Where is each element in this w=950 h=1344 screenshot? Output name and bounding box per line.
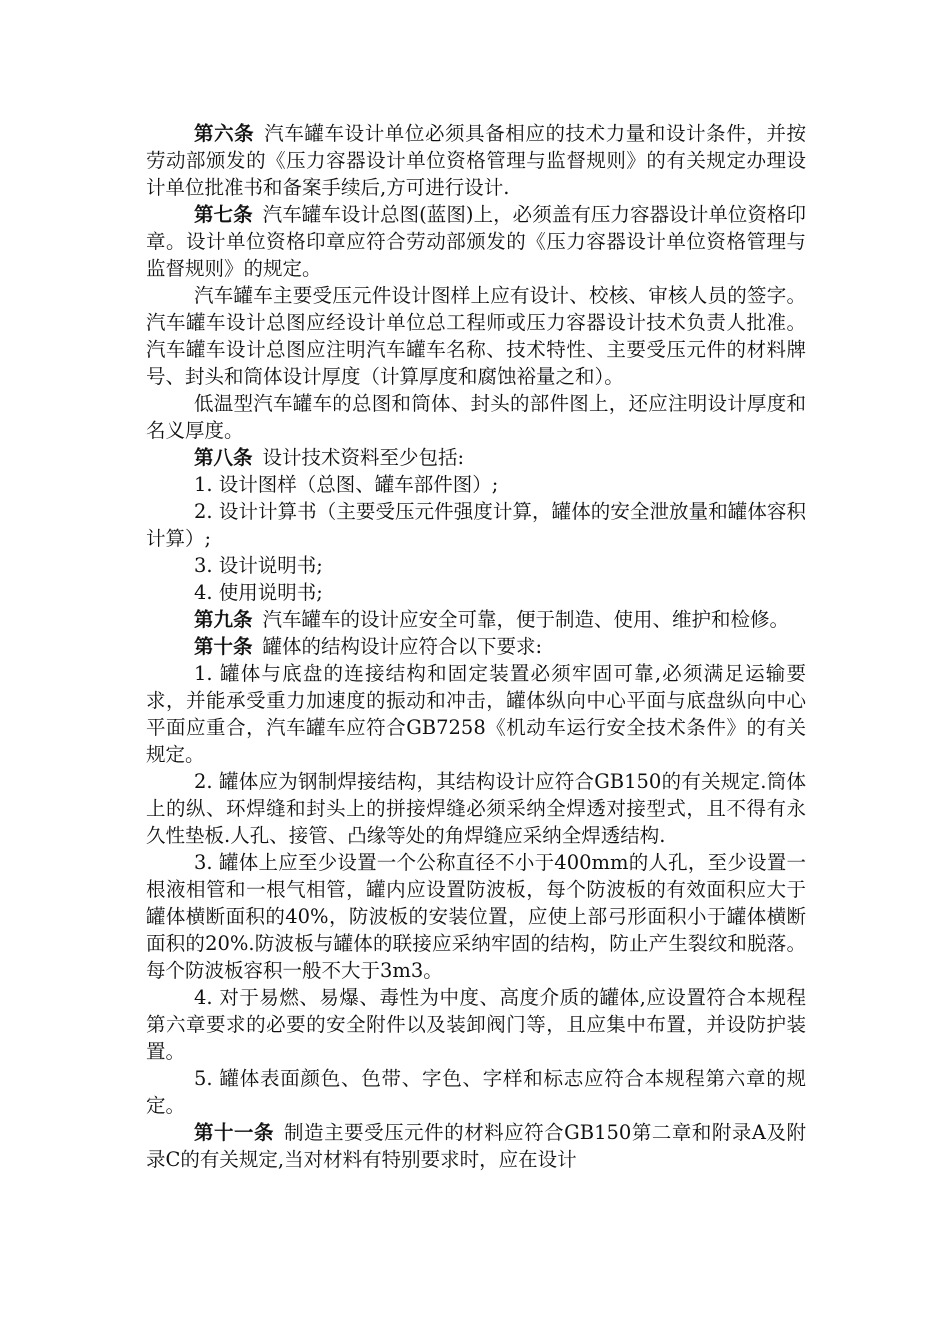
paragraph-text: 5. 罐体表面颜色、色带、字色、字样和标志应符合本规程第六章的规定。 [146, 1067, 806, 1117]
paragraph-text: 2. 设计计算书（主要受压元件强度计算，罐体的安全泄放量和罐体容积计算）; [146, 500, 806, 550]
article-heading: 第七条 [194, 203, 253, 226]
article-10 [146, 633, 806, 660]
paragraph-text: 1. 设计图样（总图、罐车部件图）; [194, 473, 499, 496]
list-item [146, 768, 806, 849]
list-item [146, 1065, 806, 1119]
paragraph-text: 3. 罐体上应至少设置一个公称直径不小于400mm的人孔，至少设置一根液相管和一根气相管，罐内应设置防波板，每个防波板的有效面积应大于罐体横断面积的40%，防波板的安装位置，应使上部弓形面积小于罐体横断面积的20%.防波板与罐体的联接应采纳牢固的结构，防止产生裂纹和脱落。每个防波板容积一般不大于3m3。 [146, 851, 806, 982]
list-item [146, 984, 806, 1065]
paragraph-text: 汽车罐车设计总图(蓝图)上，必须盖有压力容器设计单位资格印章。设计单位资格印章应符合劳动部颁发的《压力容器设计单位资格管理与监督规则》的规定。 [146, 203, 806, 280]
paragraph-text: 3. 设计说明书; [194, 554, 323, 577]
article-heading: 第十条 [194, 635, 253, 658]
paragraph-text: 汽车罐车主要受压元件设计图样上应有设计、校核、审核人员的签字。汽车罐车设计总图应经设计单位总工程师或压力容器设计技术负责人批准。 汽车罐车设计总图应注明汽车罐车名称、技术特性、主要受压元件的材料牌号、封头和筒体设计厚度（计算厚度和腐蚀裕量之和）。 [146, 284, 806, 388]
paragraph-text: 2. 罐体应为钢制焊接结构，其结构设计应符合GB150的有关规定.筒体上的纵、环焊缝和封头上的拼接焊缝必须采纳全焊透对接型式，且不得有永久性垫板.人孔、接管、凸缘等处的角焊缝应采纳全焊透结构. [146, 770, 806, 847]
paragraph [146, 282, 806, 390]
list-item [146, 471, 806, 498]
list-item [146, 660, 806, 768]
list-item [146, 498, 806, 552]
article-7 [146, 201, 806, 282]
paragraph [146, 390, 806, 444]
article-heading: 第九条 [194, 608, 253, 631]
article-heading: 第十一条 [194, 1121, 275, 1144]
article-9 [146, 606, 806, 633]
article-heading: 第八条 [194, 446, 253, 469]
list-item [146, 579, 806, 606]
article-8 [146, 444, 806, 471]
article-heading: 第六条 [194, 122, 255, 145]
paragraph-text: 罐体的结构设计应符合以下要求: [262, 635, 543, 658]
document-body [146, 120, 806, 1173]
paragraph-text: 4. 对于易燃、易爆、毒性为中度、高度介质的罐体,应设置符合本规程第六章要求的必要的安全附件以及装卸阀门等，且应集中布置，并设防护装置。 [146, 986, 806, 1063]
list-item [146, 552, 806, 579]
paragraph-text: 汽车罐车的设计应安全可靠，便于制造、使用、维护和检修。 [262, 608, 790, 631]
list-item [146, 849, 806, 984]
paragraph-text: 汽车罐车设计单位必须具备相应的技术力量和设计条件，并按劳动部颁发的《压力容器设计单位资格管理与监督规则》的有关规定办理设计单位批准书和备案手续后,方可进行设计. [146, 122, 806, 199]
paragraph-text: 4. 使用说明书; [194, 581, 323, 604]
article-6 [146, 120, 806, 201]
article-11 [146, 1119, 806, 1173]
paragraph-text: 制造主要受压元件的材料应符合GB150第二章和附录A及附录C的有关规定,当对材料有特别要求时，应在设计 [146, 1121, 806, 1171]
paragraph-text: 低温型汽车罐车的总图和筒体、封头的部件图上，还应注明设计厚度和名义厚度。 [146, 392, 806, 442]
paragraph-text: 设计技术资料至少包括: [262, 446, 465, 469]
paragraph-text: 1. 罐体与底盘的连接结构和固定装置必须牢固可靠,必须满足运输要求，并能承受重力加速度的振动和冲击，罐体纵向中心平面与底盘纵向中心平面应重合，汽车罐车应符合GB7258《机动车运行安全技术条件》的有关规定。 [146, 662, 806, 766]
